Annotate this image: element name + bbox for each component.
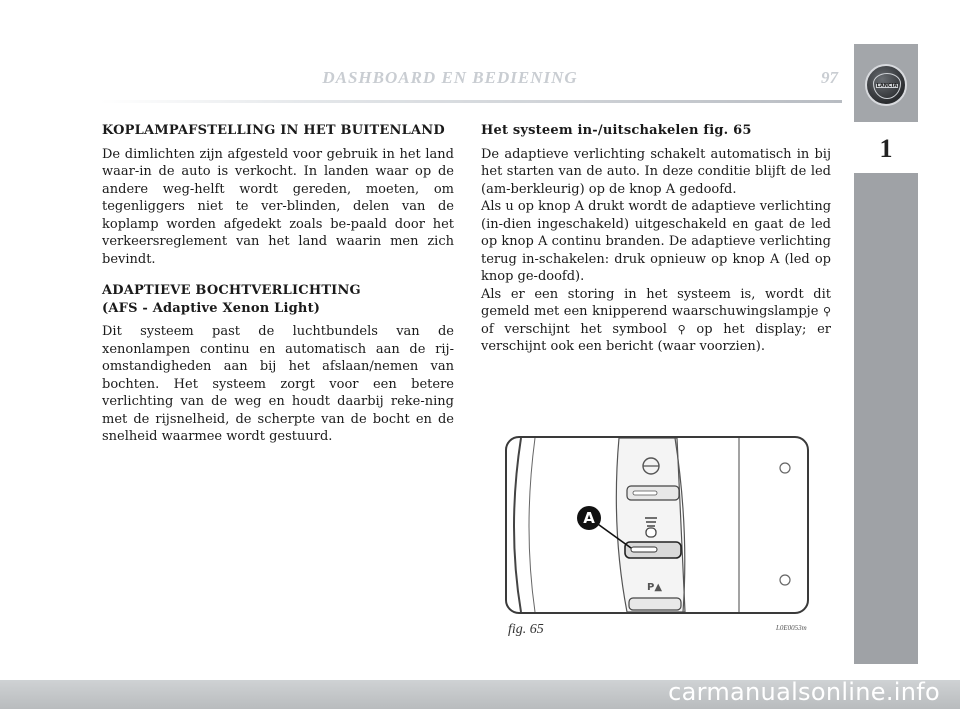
lower-switch-button [629,598,681,610]
footer-watermark: carmanualsonline.info [668,678,940,706]
figure-65 [505,436,809,614]
trim-curve-outer [514,438,521,612]
fault-text-c: op het display; er verschijnt ook een bericht (waar voorzien). [481,321,831,354]
afs-button-led [631,547,657,552]
paragraph-button-a: Als u op knop A drukt wordt de adaptieve verlichting (in-dien ingeschakeld) uitgeschakeld en gaat de led op knop A continu branden. De adaptieve verlichting terug in-schakelen: druk opnieuw op knop A (led op knop ge-doofd). [481,199,832,284]
heading-system-toggle: Het systeem in-/uitschakelen fig. 65 [481,123,752,138]
park-assist-icon: P▲ [647,582,663,593]
fault-text-a: Als er een storing in het systeem is, wordt dit gemeld met een knipperend waarschuwingslampje [481,286,831,319]
panel-screw-bottom [780,575,790,585]
paragraph-headlamp-abroad: De dimlichten zijn afgesteld voor gebruik in het land waar-in de auto is verkocht. In landen waar op de andere weg-helft wordt gereden, moeten, om tegenliggers niet te ver-blinden, delen van de koplamp worden afgedekt zoals be-paald door het verkeersreglement van het land waarin men zich bevindt. [102,146,454,267]
figure-caption: fig. 65 [508,622,544,637]
chapter-number[interactable]: 1 [854,125,918,173]
logo-shield [873,73,901,99]
dashboard-switch-illustration [507,438,807,612]
headlamp-fault-icon: ⚲ [677,322,686,336]
header-rule [100,100,842,103]
heading-afs-line2: (AFS - Adaptive Xenon Light) [102,300,321,316]
heading-headlamp-abroad: KOPLAMPAFSTELLING IN HET BUITENLAND [102,123,445,138]
logo-area [854,44,918,122]
paragraph-auto-on: De adaptieve verlichting schakelt automatisch in bij het starten van de auto. In deze conditie blijft de led (am-berkleurig) op de knop A gedoofd. [481,146,831,197]
section-title: DASHBOARD EN BEDIENING [322,68,578,87]
trim-curve-inner [529,438,535,612]
fault-text-b: of verschijnt het symbool [481,321,667,337]
page-header [100,68,840,98]
paragraph-afs: Dit systeem past de luchtbundels van de xenonlampen continu en automatisch aan de rij-omstandigheden aan bij het afslaan/nemen van bochten. Het systeem zorgt voor een betere verlichting van de weg en houdt daarbij reke-ning met de rijsnelheid, de scherpte van de bocht en de snelheid waarmee wordt gestuurd. [102,324,454,444]
logo-text: LANCIA [876,83,898,89]
paragraph-fault [481,286,831,356]
figure-code: L0E0053m [776,624,807,632]
warning-lamp-icon: ⚲ [822,305,831,318]
page-number: 97 [821,68,838,87]
left-column [102,122,454,446]
right-column [481,122,831,356]
chapter-side-tab [854,44,918,664]
lancia-logo-icon [865,64,907,106]
heading-afs-line1: ADAPTIEVE BOCHTVERLICHTING [102,283,361,298]
heading-afs [102,282,454,317]
callout-a-label: A [583,509,595,527]
footer-bar [0,680,960,709]
panel-screw-top [780,463,790,473]
